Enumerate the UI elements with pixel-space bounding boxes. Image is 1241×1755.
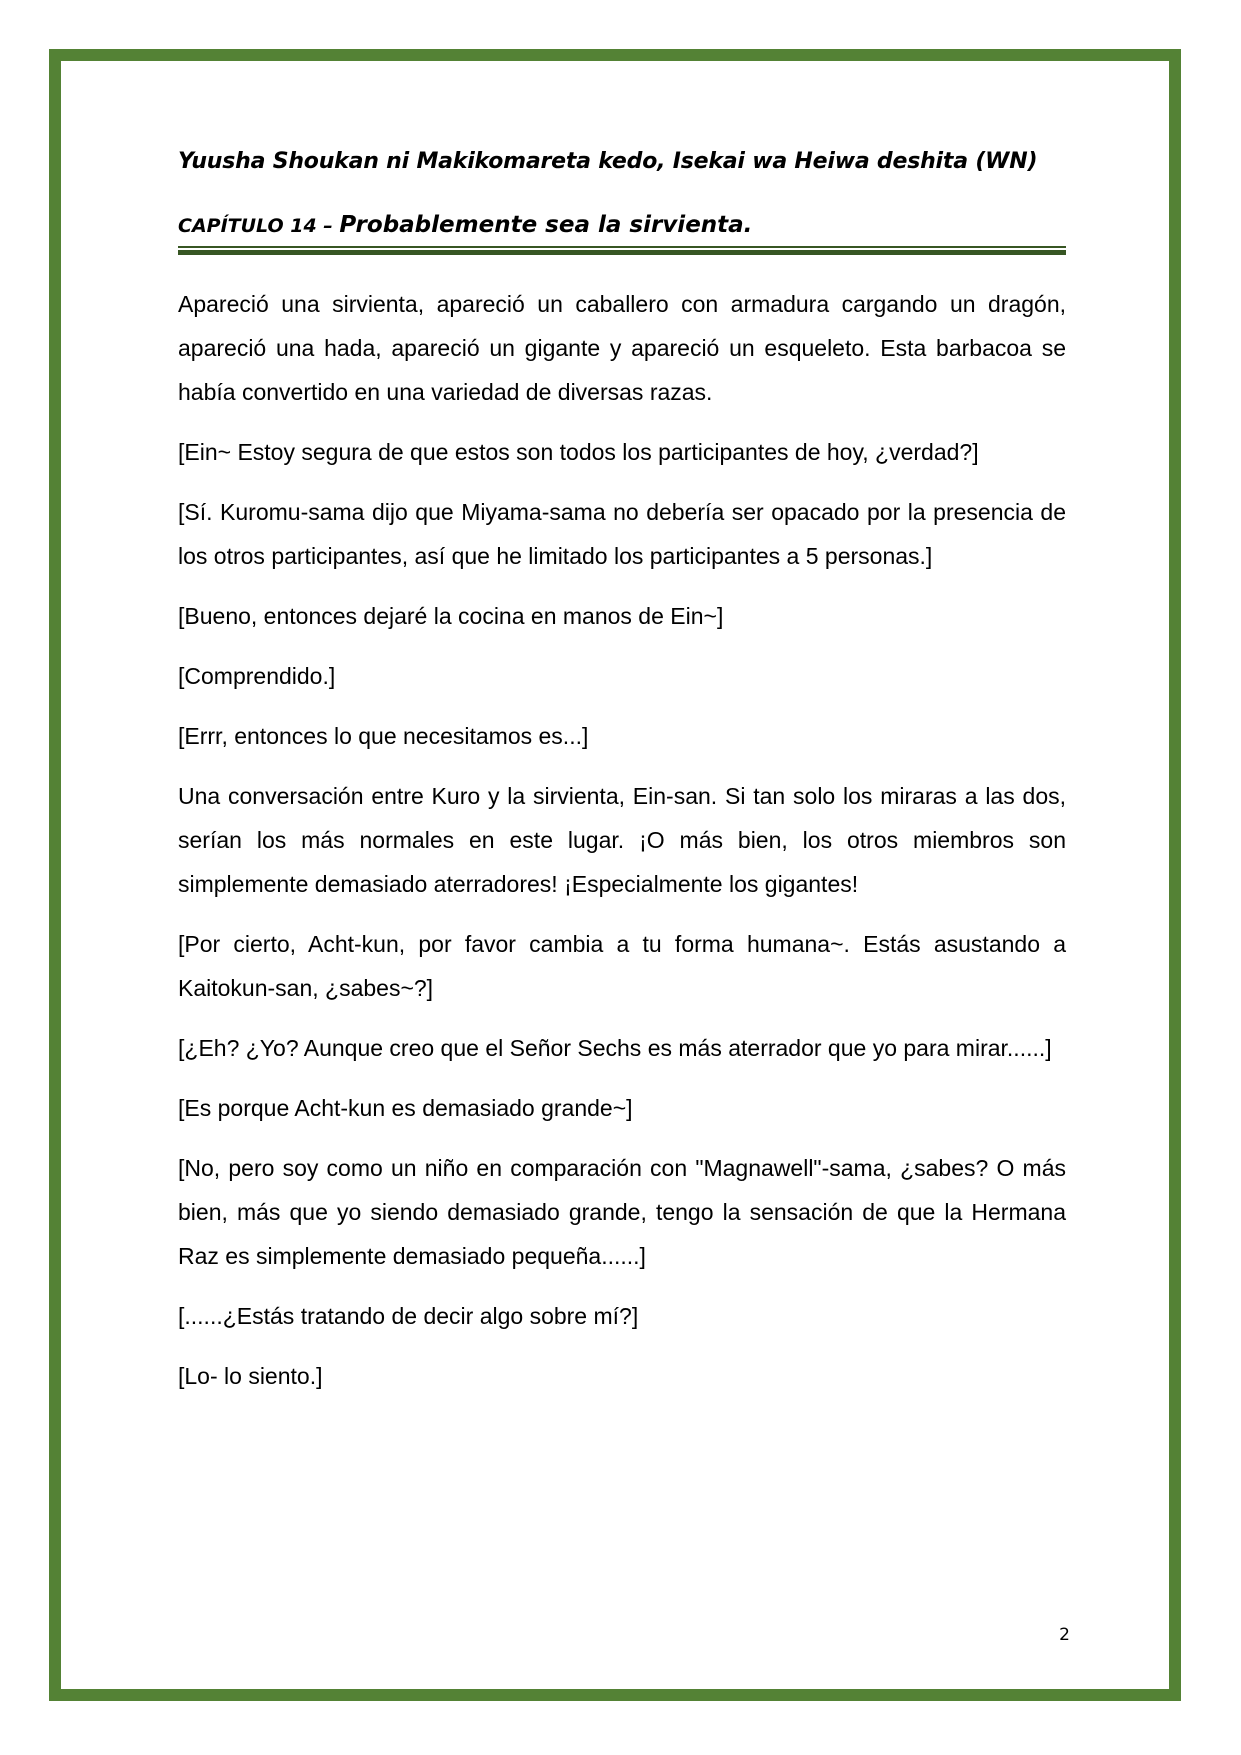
paragraph: [Comprendido.]: [178, 663, 336, 689]
book-title: Yuusha Shoukan ni Makikomareta kedo, Isekai wa Heiwa deshita (WN): [178, 149, 1038, 174]
heading-divider: [178, 246, 1066, 256]
divider-thick-line: [178, 250, 1066, 255]
paragraph: [Es porque Acht-kun es demasiado grande~]: [178, 1095, 633, 1121]
paragraph: [......¿Estás tratando de decir algo sobre mí?]: [178, 1303, 639, 1329]
chapter-label: CAPÍTULO 14 –: [178, 215, 340, 237]
paragraph: [Errr, entonces lo que necesitamos es...]: [178, 723, 589, 749]
paragraph: Apareció una sirvienta, apareció un caballero con armadura cargando un dragón, apareció una hada, apareció un gigante y apareció un esqueleto. Esta barbacoa se había convertido en una variedad de diversas razas.: [178, 291, 1066, 405]
paragraph: [Ein~ Estoy segura de que estos son todos los participantes de hoy, ¿verdad?]: [178, 439, 979, 465]
paragraph: [¿Eh? ¿Yo? Aunque creo que el Señor Sechs es más aterrador que yo para mirar......]: [178, 1035, 1052, 1061]
page-number: 2: [1059, 1625, 1070, 1645]
chapter-title: Probablemente sea la sirvienta.: [339, 212, 753, 238]
paragraph: [Sí. Kuromu-sama dijo que Miyama-sama no debería ser opacado por la presencia de los otros participantes, así que he limitado los participantes a 5 personas.]: [178, 499, 1066, 569]
paragraph: [Por cierto, Acht-kun, por favor cambia a tu forma humana~. Estás asustando a Kaitokun-san, ¿sabes~?]: [178, 931, 1066, 1001]
body-text: [178, 282, 1066, 1398]
paragraph: [Bueno, entonces dejaré la cocina en manos de Ein~]: [178, 603, 724, 629]
chapter-heading: [178, 206, 1066, 244]
document-content: [178, 142, 1066, 1414]
paragraph: Una conversación entre Kuro y la sirvienta, Ein-san. Si tan solo los miraras a las dos, serían los más normales en este lugar. ¡O más bien, los otros miembros son simplemente demasiado aterradores! ¡Especialmente los gigantes!: [178, 783, 1066, 897]
paragraph: [Lo- lo siento.]: [178, 1363, 323, 1389]
divider-thin-line: [178, 246, 1066, 248]
paragraph: [No, pero soy como un niño en comparación con "Magnawell"-sama, ¿sabes? O más bien, más que yo siendo demasiado grande, tengo la sensación de que la Hermana Raz es simplemente demasiado pequeña......]: [178, 1155, 1066, 1269]
